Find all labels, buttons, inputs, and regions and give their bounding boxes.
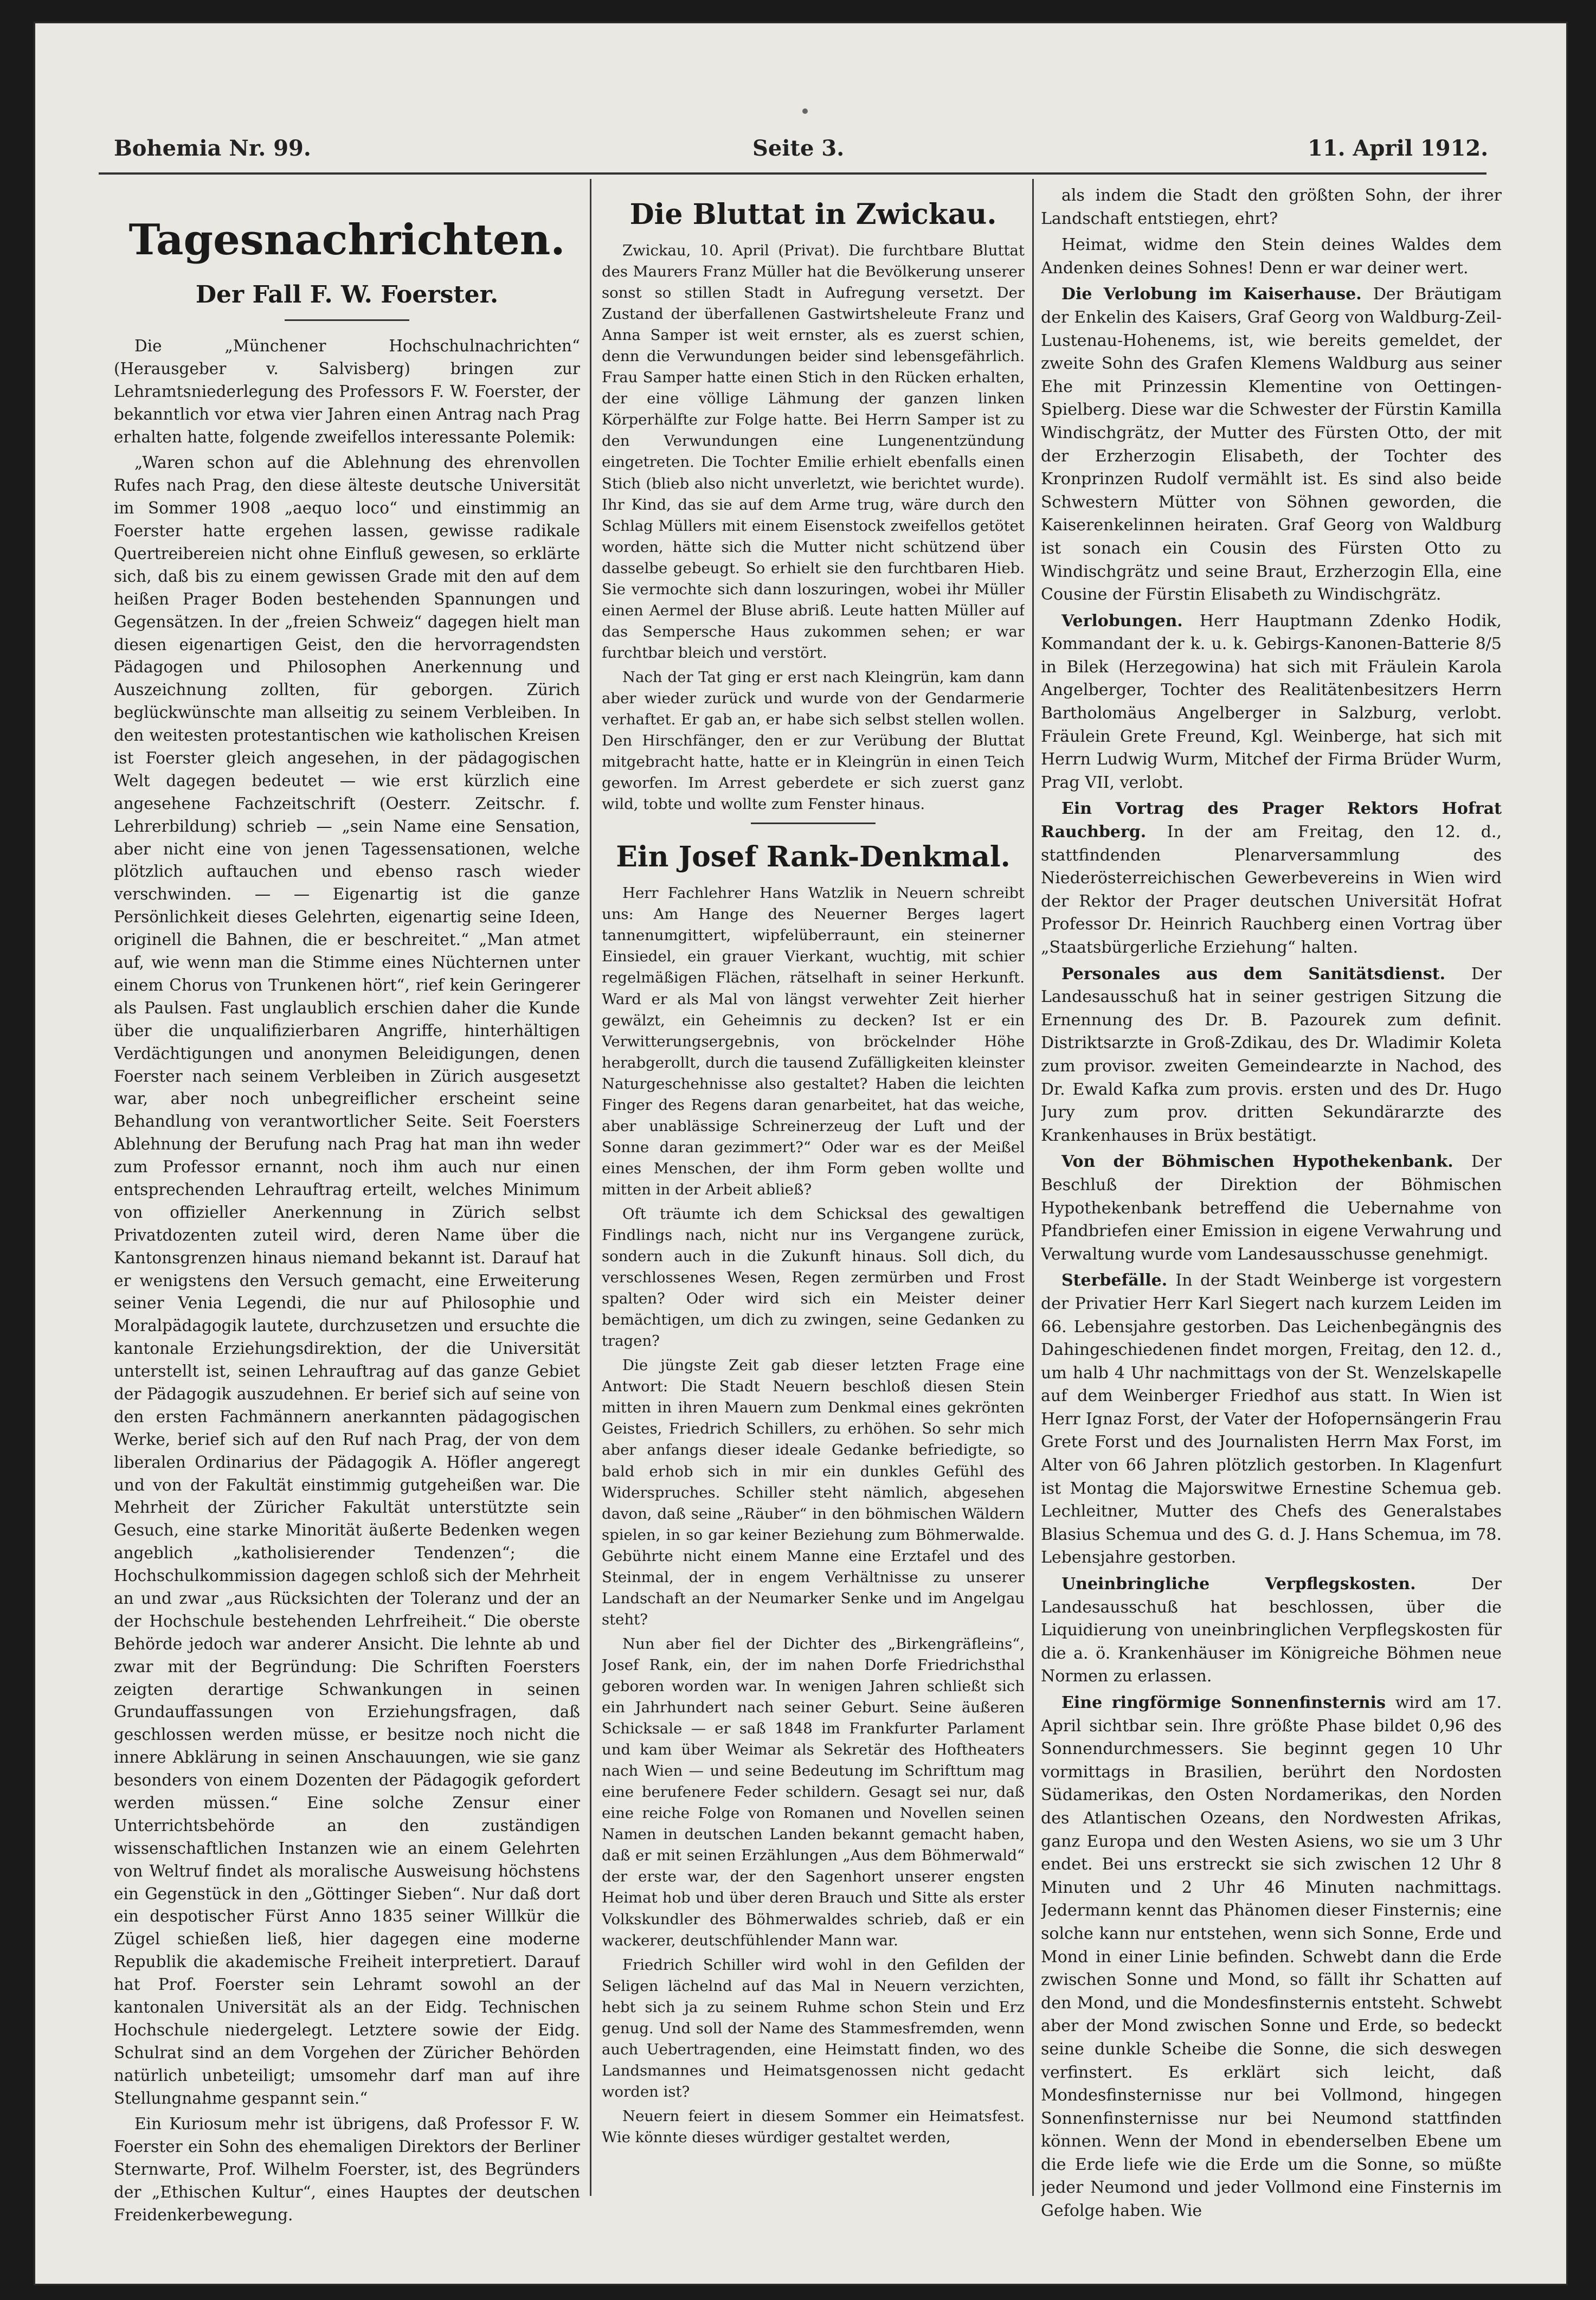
news-item-text: In der am Freitag, den 12. d., stattfindenden Plenarversammlung des Niederösterreichischen Gewerbevereins in Wien wird der Rektor der Prager deutschen Universität Hofrat Professor Dr. Heinrich Rauchberg einen Vortrag über „Staatsbürgerliche Erziehung“ halten.: [1041, 823, 1502, 957]
news-item-text: In der Stadt Weinberge ist vorgestern der Privatier Herr Karl Siegert nach kurzem Leiden im 66. Lebensjahre gestorben. Das Leichenbegängnis des Dahingeschiedenen findet morgen, Freitag, den 12. d., um halb 4 Uhr nachmittags von der St. Wenzelskapelle auf dem Weinberger Friedhof aus statt. In Wien ist Herr Ignaz Forst, der Vater der Hofopernsängerin Frau Grete Forst und des Journalisten Herrn Max Forst, im Alter von 66 Jahren plötzlich gestorben. In Klagenfurt ist Montag die Majorswitwe Ernestine Schemua geb. Lechleitner, Mutter des Chefs des Generalstabes Blasius Schemua und des G. d. J. Hans Schemua, im 78. Lebensjahre gestorben.: [1041, 1271, 1502, 1567]
news-items: [1041, 283, 1502, 2222]
news-item-lead: Ein Vortrag des Prager Rektors Hofrat Rauchberg.: [1041, 799, 1502, 842]
header-date: 11. April 1912.: [1308, 136, 1489, 161]
news-item: [1041, 1573, 1502, 1688]
news-item: [1041, 1269, 1502, 1570]
article-separator: [751, 823, 876, 824]
column-2: [602, 192, 1025, 2231]
news-item-text: Herr Hauptmann Zdenko Hodik, Kommandant der k. u. k. Gebirgs-Kanonen-Batterie 8/5 in Bilek (Herzegowina) hat sich mit Fräulein Karola Angelberger, Tochter des Realitätenbesitzers Herrn Bartholomäus Angelberger in Salzburg, verlobt. Fräulein Grete Freund, Kgl. Weinberge, hat sich mit Herrn Ludwig Wurm, Mitchef der Firma Brüder Wurm, Prag VII, verlobt.: [1041, 611, 1502, 792]
article-body-zwickau: [602, 240, 1025, 815]
article-continuation: [1041, 184, 1502, 280]
paragraph: „Waren schon auf die Ablehnung des ehrenvollen Rufes nach Prag, den diese älteste deutsche Universität im Sommer 1908 „aequo loco“ und einstimmig an Foerster hatte ergehen lassen, gewisse radikale Quertreibereien nicht ohne Einfluß gewesen, so erklärte sich, daß bis zu einem gewissen Grade mit den auf dem heißen Prager Boden bestehenden Spannungen und Gegensätzen. In der „freien Schweiz“ dagegen hielt man diesen eigenartigen Geist, den die hervorragendsten Pädagogen und Philosophen Anerkennung und Auszeichnung zollten, für geborgen. Zürich beglückwünschte man allseitig zu seinem Verbleiben. In den weitesten protestantischen wie katholischen Kreisen ist Foerster gleich angesehen, in der pädagogischen Welt dagegen bedeutet — wie erst kürzlich eine angesehene Fachzeitschrift (Oesterr. Zeitschr. f. Lehrerbildung) schrieb — „sein Name eine Sensation, aber nicht eine von jenen Tagessensationen, welche plötzlich auftauchen und ebenso rasch wieder verschwinden. — — Eigenartig ist die ganze Persönlichkeit dieses Gelehrten, eigenartig seine Ideen, originell die Bahnen, die er beschreitet.“ „Man atmet auf, wie wenn man die Stimme eines Nüchternen unter einem Chorus von Trunkenen hört“, rief kein Geringerer als Paulsen. Fast unglaublich erschien daher die Kunde über die unqualifizierbaren Angriffe, hinterhältigen Verdächtigungen und anonymen Beleidigungen, denen Foerster nach seinem Verbleiben in Zürich ausgesetzt war, aber noch unbegreiflicher erscheint seine Behandlung von verantwortlicher Seite. Seit Foersters Ablehnung der Berufung nach Prag hat man ihn weder zum Professor ernannt, noch ihm auch nur einen entsprechenden Lehrauftrag erteilt, welches Minimum von offizieller Anerkennung in Zürich selbst Privatdozenten zuteil wird, deren Name über die Kantonsgrenzen hinaus niemand bekannt ist. Darauf hat er wenigstens den Versuch gemacht, eine Erweiterung seiner Venia Legendi, die nur auf Philosophie und Moralpädagogik lautete, durchzusetzen und ersuchte die kantonale Erziehungsdirektion, der die Universität unterstellt ist, seinen Lehrauftrag auf das ganze Gebiet der Pädagogik auszudehnen. Er berief sich auf seine von den ersten Fachmännern anerkannten pädagogischen Werke, berief sich auf den Ruf nach Prag, der von dem liberalen Ordinarius der Pädagogik A. Höfler angeregt und von der Fakultät einstimmig gutgeheißen war. Die Mehrheit der Züricher Fakultät unterstützte sein Gesuch, eine starke Minorität äußerte Bedenken wegen angeblich „katholisierender Tendenzen“; die Hochschulkommission dagegen schloß sich der Mehrheit an und zwar „aus Rücksichten der Toleranz und der an der Hochschule bestehenden Lehrfreiheit.“ Die oberste Behörde jedoch war anderer Ansicht. Die lehnte ab und zwar mit der Begründung: Die Schriften Foersters zeigten derartige Schwankungen in seinen Grundauffassungen von Erziehungsfragen, daß geschlossen werden müsse, er besitze noch nicht die innere Abklärung in seinen Anschauungen, wie sie ganz besonders von einem Dozenten der Pädagogik gefordert werden müssen.“ Eine solche Zensur einer Unterrichtsbehörde an den zuständigen wissenschaftlichen Instanzen wie an einem Gelehrten von Weltruf findet als moralische Ausweisung höchstens ein Gegenstück in den „Göttinger Sieben“. Nur daß dort ein despotischer Fürst Anno 1835 seiner Willkür die Zügel schießen ließ, hier dagegen eine moderne Republik die akademische Freiheit interpretiert. Darauf hat Prof. Foerster sein Lehramt sowohl an der kantonalen Universität als an der Eidg. Technischen Hochschule niedergelegt. Letztere sowie der Eidg. Schulrat sind an dem Vorgehen der Züricher Behörden natürlich unbeteiligt; umsomehr darf man auf ihre Stellungnahme gespannt sein.“: [114, 453, 580, 2108]
news-item: [1041, 963, 1502, 1148]
paragraph: Nach der Tat ging er erst nach Kleingrün, kam dann aber wieder zurück und wurde von der Gendarmerie verhaftet. Er gab an, er habe sich selbst stellen wollen. Den Hirschfänger, den er zur Verübung der Bluttat mitgebracht hatte, hatte er in Kleingrün in einen Teich geworfen. Im Arrest geberdete er sich zuerst ganz wild, tobte und wollte zum Fenster hinaus.: [602, 668, 1025, 813]
news-item-lead: Uneinbringliche Verpflegskosten.: [1061, 1575, 1471, 1594]
news-item-text: Der Landesausschuß hat beschlossen, über die Liquidierung von uneinbringlichen Verpflegskosten für die a. ö. Krankenhäuser im Königreiche Böhmen neue Normen zu erlassen.: [1041, 1575, 1502, 1686]
paragraph: Neuern feiert in diesem Sommer ein Heimatsfest. Wie könnte dieses würdiger gestaltet werden,: [602, 2107, 1025, 2146]
section-title: Tagesnachrichten.: [128, 215, 565, 265]
article-title-foerster: Der Fall F. W. Foerster.: [195, 281, 499, 309]
paragraph: Zwickau, 10. April (Privat). Die furchtbare Bluttat des Maurers Franz Müller hat die Bevölkerung unserer sonst so stillen Stadt in Aufregung versetzt. Der Zustand der überfallenen Gastwirtsheleute Franz und Anna Samper ist weit ernster, als es zuerst schien, denn die Verwundungen beider sind lebensgefährlich. Frau Samper hatte einen Stich in den Rücken erhalten, der eine völlige Lähmung der ganzen linken Körperhälfte zur Folge hatte. Bei Herrn Samper ist zu den Verwundungen eine Lungenentzündung eingetreten. Die Tochter Emilie erhielt ebenfalls einen Stich (blieb also nicht unverletzt, wie berichtet wurde). Ihr Kind, das sie auf dem Arme trug, wäre durch den Schlag Müllers mit einem Eisenstock zweifellos getötet worden, hätte sich die Mutter nicht schützend über dasselbe gebeugt. So erhielt sie den furchtbaren Hieb. Sie vermochte sich dann loszuringen, wobei ihr Müller einen Aermel der Bluse abriß. Leute hatten Müller auf das Sempersche Haus zukommen sehen; er war furchtbar bleich und verstört.: [602, 242, 1025, 661]
news-item-lead: Von der Böhmischen Hypothekenbank.: [1061, 1152, 1471, 1172]
article-body-foerster: [114, 335, 580, 2227]
printer-mark: [802, 108, 808, 114]
news-item-text: Der Beschluß der Direktion der Böhmischen Hypothekenbank betreffend die Uebernahme von Pfandbriefen einer Emission in eigene Verwahrung und Verwaltung wurde vom Landesausschusse genehmigt.: [1041, 1152, 1502, 1264]
header-rule: [99, 172, 1486, 175]
header-page-number: Seite 3.: [752, 136, 845, 161]
header-masthead: Bohemia Nr. 99.: [114, 136, 311, 161]
paragraph: Die jüngste Zeit gab dieser letzten Frage eine Antwort: Die Stadt Neuern beschloß diesen Stein mitten in ihren Mauern zum Denkmal eines gekrönten Geistes, Friedrich Schillers, zu erhöhen. So sehr mich aber anfangs dieser ideale Gedanke befriedigte, so bald erhob sich in mir ein dunkles Gefühl des Widerspruches. Schiller steht nämlich, abgesehen davon, daß seine „Räuber“ in den böhmischen Wäldern spielen, in so gar keiner Beziehung zum Böhmerwalde. Gebührte nicht einem Manne eine Erztafel und des Steinmal, der in engem Verhältnisse zu unserer Landschaft an der Neumarker Senke und im Angelgau steht?: [602, 1357, 1025, 1628]
article-title-rank-denkmal: Ein Josef Rank-Denkmal.: [616, 840, 1011, 874]
news-item-lead: Personales aus dem Sanitätsdienst.: [1061, 964, 1471, 984]
news-item: [1041, 610, 1502, 795]
paragraph: Die „Münchener Hochschulnachrichten“ (Herausgeber v. Salvisberg) bringen zur Lehramtsniederlegung des Professors F. W. Foerster, der bekanntlich vor etwa vier Jahren einen Antrag nach Prag erhalten hatte, folgende zweifellos interessante Polemik:: [114, 337, 580, 446]
paragraph: Ein Kuriosum mehr ist übrigens, daß Professor F. W. Foerster ein Sohn des ehemaligen Direktors der Berliner Sternwarte, Prof. Wilhelm Foerster, ist, des Begründers der „Ethischen Kultur“, eines Hauptes der deutschen Freidenkerbewegung.: [114, 2115, 580, 2225]
news-item: [1041, 798, 1502, 959]
news-item-text: Der Bräutigam der Enkelin des Kaisers, Graf Georg von Waldburg-Zeil-Lustenau-Hohenems, ist, wie bereits gemeldet, der zweite Sohn des Grafen Klemens Waldburg aus seiner Ehe mit Prinzessin Klementine von Oettingen-Spielberg. Diese war die Schwester der Fürstin Kamilla Windischgrätz, der Mutter des Fürsten Otto, der mit der Erzherzogin Elisabeth, der Tochter des Kronprinzen Rudolf vermählt ist. Es sind also beide Schwestern Mütter von Söhnen geworden, die Kaiserenkelinnen heiraten. Graf Georg von Waldburg ist sonach ein Cousin des Fürsten Otto zu Windischgrätz und seine Braut, Erzherzogin Ella, eine Cousine der Fürstin Elisabeth zu Windischgrätz.: [1041, 285, 1502, 605]
paragraph: Nun aber fiel der Dichter des „Birkengräfleins“, Josef Rank, ein, der im nahen Dorfe Friedrichsthal geboren worden war. In wenigen Jahren schließt sich ein Jahrhundert nach seiner Geburt. Seine äußeren Schicksale — er saß 1848 im Frankfurter Parlament und kam über Weimar als Sekretär des Hoftheaters nach Wien — und seine Bedeutung im Schrifttum mag eine berufenere Feder schildern. Gesagt sei nur, daß eine reiche Folge von Romanen und Novellen seinen Namen in deutschen Landen bekannt gemacht haben, daß er mit seinen Erzählungen „Aus dem Böhmerwald“ der erste war, der den Sagenhort unserer engsten Heimat hob und über deren Brauch und Sitte als erster Volkskundler des Böhmerwaldes schrieb, daß er ein wackerer, deutschfühlender Mann war.: [602, 1635, 1025, 1949]
news-item-lead: Eine ringförmige Sonnenfinsternis: [1061, 1693, 1395, 1712]
paragraph: Friedrich Schiller wird wohl in den Gefilden der Seligen lächelnd auf das Mal in Neuern verzichten, hebt sich ja zu seinem Ruhme schon Stein und Erz genug. Und soll der Name des Stammesfremden, wenn auch Uebertragenden, eine Heimstatt finden, wo des Landsmannes und Heimatsgenossen nicht gedacht worden ist?: [602, 1956, 1025, 2100]
news-item-lead: Sterbefälle.: [1061, 1271, 1176, 1290]
news-item-lead: Die Verlobung im Kaiserhause.: [1061, 285, 1373, 304]
paragraph: Oft träumte ich dem Schicksal des gewaltigen Findlings nach, nicht nur ins Vergangene zurück, sondern auch in die Zukunft hinaus. Soll dich, du verschlossenes Wesen, Regen zermürben und Frost spalten? Oder wird sich ein Meister deiner bemächtigen, um dich zu zwingen, seine Gedanken zu tragen?: [602, 1205, 1025, 1350]
news-item: [1041, 1692, 1502, 2223]
news-item: [1041, 283, 1502, 606]
article-title-zwickau: Die Bluttat in Zwickau.: [629, 198, 997, 231]
column-3: [1041, 184, 1502, 2239]
paragraph: Heimat, widme den Stein deines Waldes dem Andenken deines Sohnes! Denn er war deiner wert.: [1041, 235, 1502, 278]
article-body-rank-denkmal: [602, 883, 1025, 2148]
news-item-text: wird am 17. April sichtbar sein. Ihre größte Phase bildet 0,96 des Sonnendurchmessers. Sie beginnt gegen 10 Uhr vormittags in Brasilien, berührt den Nordosten Südamerikas, den Osten Nordamerikas, den Norden des Atlantischen Ozeans, den Nordwesten Afrikas, ganz Europa und den Westen Asiens, wo sie um 3 Uhr endet. Bei uns erstreckt sie sich zwischen 12 Uhr 8 Minuten und 2 Uhr 46 Minuten nachmittags. Jedermann kennt das Phänomen dieser Finsternis; eine solche kann nur entstehen, wenn sich Sonne, Erde und Mond in einer Linie befinden. Schwebt dann die Erde zwischen Sonne und Mond, so fällt ihr Schatten auf den Mond, und die Mondesfinsternis entsteht. Schwebt aber der Mond zwischen Sonne und Erde, so bedeckt seine dunkle Scheibe die Sonne, die sich deswegen verfinstert. Es erklärt sich leicht, daß Mondesfinsternisse nur bei Vollmond, hingegen Sonnenfinsternisse nur bei Neumond stattfinden können. Wenn der Mond in ebenderselben Ebene um die Erde liefe wie die Erde um die Sonne, so müßte jeder Neumond und jeder Vollmond eine Finsternis im Gefolge haben. Wie: [1041, 1693, 1502, 2221]
news-item-lead: Verlobungen.: [1061, 611, 1200, 631]
paragraph: als indem die Stadt den größten Sohn, der ihrer Landschaft entstiegen, ehrt?: [1041, 186, 1502, 228]
news-item-text: Der Landesausschuß hat in seiner gestrigen Sitzung die Ernennung des Dr. B. Pazourek zum definit. Distriktsarzte in Groß-Zdikau, des Dr. Wladimir Koleta zum provisor. zweiten Gemeindearzte in Nachod, des Dr. Ewald Kafka zum provis. ersten und des Dr. Hugo Jury zum prov. dritten Sekundärarzte des Krankenhauses in Brüx bestätigt.: [1041, 964, 1502, 1145]
news-item: [1041, 1151, 1502, 1266]
column-1: [114, 192, 580, 2231]
title-rule: [285, 319, 409, 321]
paragraph: Herr Fachlehrer Hans Watzlik in Neuern schreibt uns: Am Hange des Neuerner Berges lagert tannenumgittert, wipfelüberraunt, ein steinerner Einsiedel, ein grauer Vierkant, wuchtig, mit schier regelmäßigen Flächen, rätselhaft in seiner Herkunft. Ward er als Mal von längst verwehter Zeit hierher gewälzt, ein Geheimnis zu decken? Ist er ein Verwitterungsergebnis, von bröckelnder Höhe herabgerollt, durch die tausend Zufälligkeiten kleinster Naturgeschehnisse also gestaltet? Haben die leichten Finger des Regens daran genarbeitet, hat das weiche, aber unablässige Schreinerzeug der Luft und der Sonne daran gezimmert?“ Oder war es der Meißel eines Menschen, der ihm Form geben wollte und mitten in der Arbeit abließ?: [602, 884, 1025, 1198]
column-rule-2: [1032, 179, 1034, 2196]
column-rule-1: [590, 179, 591, 2196]
